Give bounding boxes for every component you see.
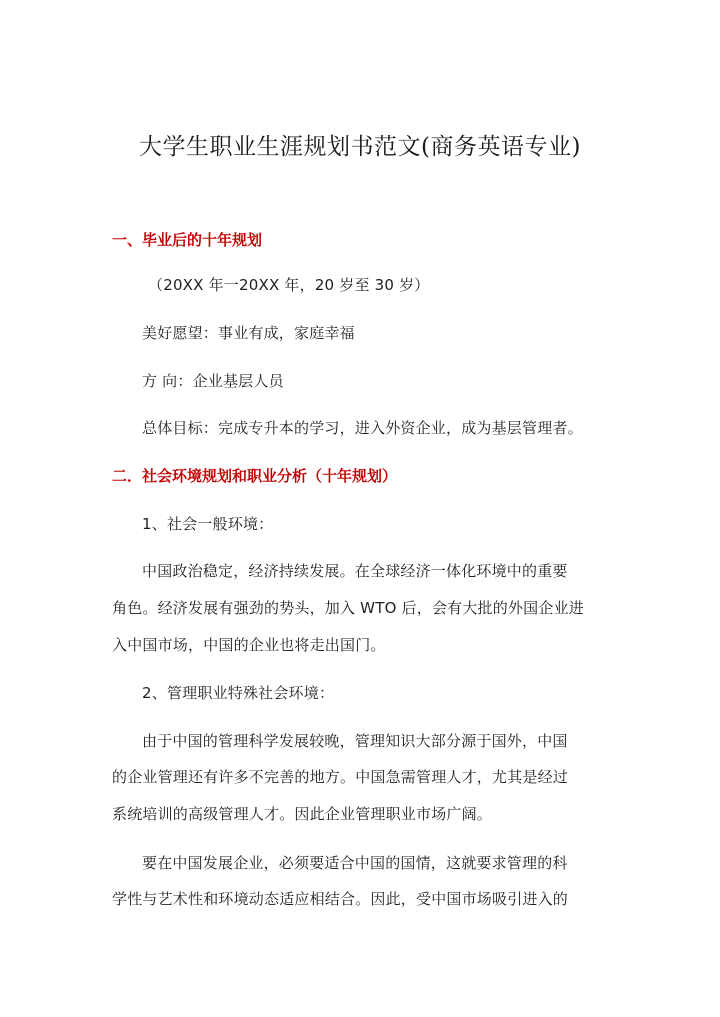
period-text: （20XX 年一20XX 年，20 岁至 30 岁） bbox=[148, 276, 430, 294]
paragraph-line: 系统培训的高级管理人才。因此企业管理职业市场广阔。 bbox=[112, 805, 493, 823]
paragraph-line: 学性与艺术性和环境动态适应相结合。因此，受中国市场吸引进入的 bbox=[112, 890, 569, 908]
paragraph-line: 由于中国的管理科学发展较晚，管理知识大部分源于国外，中国 bbox=[142, 732, 568, 750]
paragraph-line: 要在中国发展企业，必须要适合中国的国情，这就要求管理的科 bbox=[142, 854, 568, 872]
paragraph-line: 中国政治稳定，经济持续发展。在全球经济一体化环境中的重要 bbox=[142, 562, 568, 580]
direction-text: 方 向：企业基层人员 bbox=[142, 372, 284, 390]
section-2-heading: 二．社会环境规划和职业分析（十年规划） bbox=[112, 467, 398, 485]
wish-text: 美好愿望：事业有成，家庭幸福 bbox=[142, 324, 355, 342]
subsection-2-label: 2、管理职业特殊社会环境： bbox=[142, 684, 335, 702]
paragraph-line: 角色。经济发展有强劲的势头，加入 WTO 后，会有大批的外国企业进 bbox=[112, 599, 584, 617]
paragraph-line: 的企业管理还有许多不完善的地方。中国急需管理人才，尤其是经过 bbox=[112, 768, 569, 786]
document-title: 大学生职业生涯规划书范文(商务英语专业) bbox=[139, 134, 581, 160]
goal-text: 总体目标：完成专升本的学习，进入外资企业，成为基层管理者。 bbox=[142, 419, 583, 437]
paragraph-line: 入中国市场，中国的企业也将走出国门。 bbox=[112, 636, 386, 654]
section-1-heading: 一、毕业后的十年规划 bbox=[112, 231, 263, 249]
subsection-1-label: 1、社会一般环境： bbox=[142, 515, 274, 533]
